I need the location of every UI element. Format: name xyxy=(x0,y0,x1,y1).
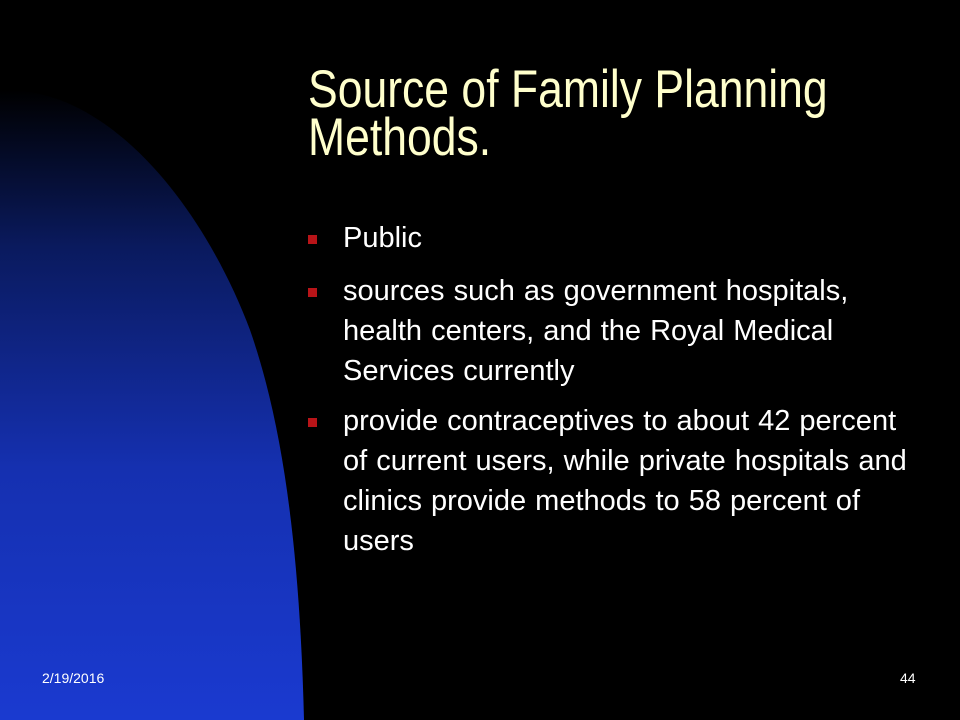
bullet-list xyxy=(308,218,908,571)
footer-page-number: 44 xyxy=(900,670,916,686)
bullet-text: Public xyxy=(343,222,422,254)
footer-date: 2/19/2016 xyxy=(42,670,105,686)
slide-title xyxy=(308,60,846,167)
bullet-item-sources xyxy=(308,271,908,391)
slide-title-line-2: Methods. xyxy=(308,108,492,167)
bullet-text: provide contraceptives to about 42 percent of current users, while private hospitals and clinics provide methods to 58 percent of users xyxy=(343,405,907,557)
slide-title-line-1: Source of Family Planning xyxy=(308,60,828,119)
square-bullet-icon xyxy=(308,288,317,297)
bullet-item-provide xyxy=(308,401,908,561)
bullet-text: sources such as government hospitals, health centers, and the Royal Medical Services currently xyxy=(343,275,849,387)
bullet-item-public xyxy=(308,218,908,258)
square-bullet-icon xyxy=(308,418,317,427)
square-bullet-icon xyxy=(308,235,317,244)
